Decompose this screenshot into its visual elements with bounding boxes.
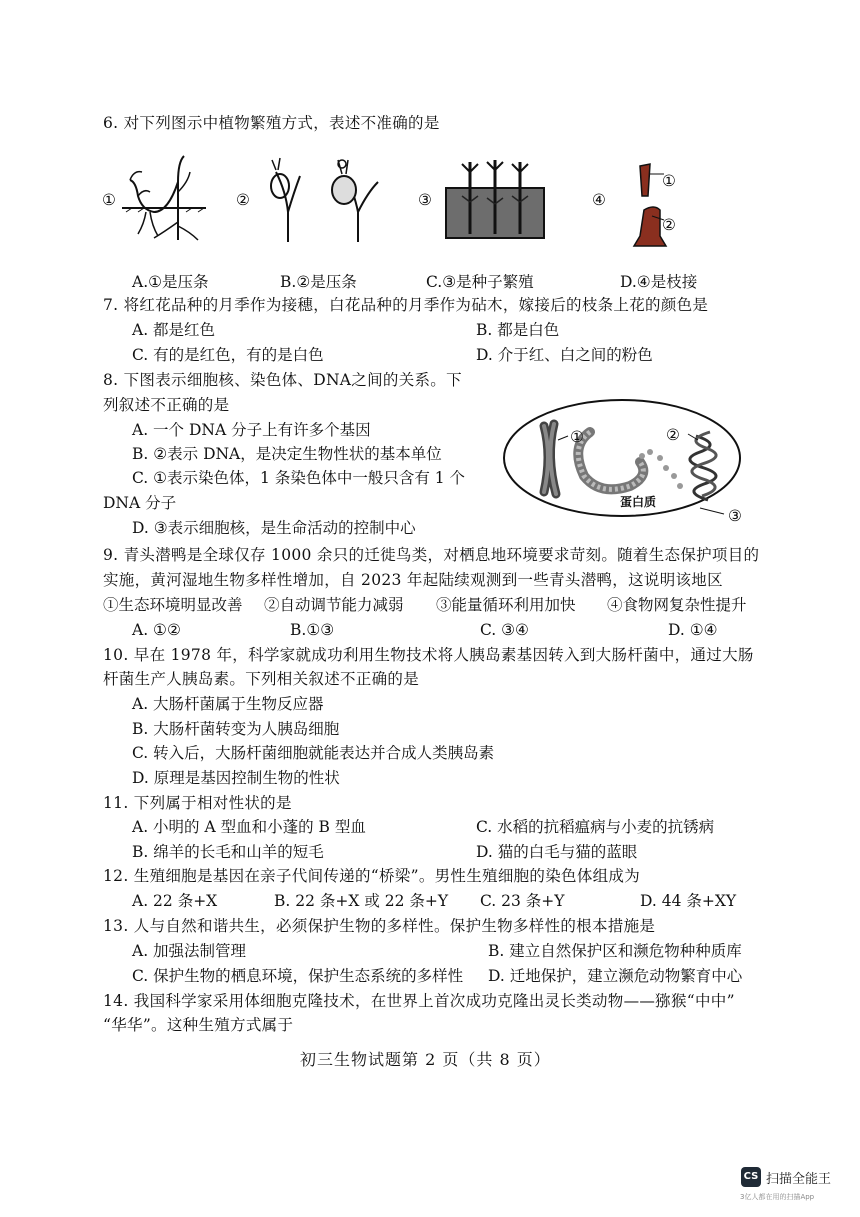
q6-option-d: D.④是枝接 bbox=[620, 273, 698, 291]
q10-option-d: D. 原理是基因控制生物的性状 bbox=[132, 769, 340, 787]
q13-stem: 13. 人与自然和谐共生，必须保护生物的多样性。保护生物多样性的根本措施是 bbox=[103, 917, 656, 935]
q6-figure-label-4: ④ bbox=[592, 191, 607, 209]
q11-option-b: B. 绵羊的长毛和山羊的短毛 bbox=[132, 843, 324, 861]
q9-statement-4: ④食物网复杂性提升 bbox=[607, 596, 747, 614]
q8-figure-label-2: ② bbox=[666, 426, 681, 444]
q6-callout-1: ① bbox=[662, 172, 677, 190]
q8-option-c-line2: DNA 分子 bbox=[103, 494, 177, 512]
q9-statement-3: ③能量循环利用加快 bbox=[436, 596, 576, 614]
q12-option-c: C. 23 条+Y bbox=[480, 892, 565, 910]
q6-figure-label-3: ③ bbox=[418, 191, 433, 209]
q11-option-a: A. 小明的 A 型血和小蓬的 B 型血 bbox=[132, 818, 366, 836]
q6-option-a: A.①是压条 bbox=[132, 273, 209, 291]
q6-stem: 6. 对下列图示中植物繁殖方式，表述不准确的是 bbox=[103, 114, 440, 132]
q13-option-d: D. 迁地保护，建立濒危动物繁育中心 bbox=[488, 967, 743, 985]
q11-option-d: D. 猫的白毛与猫的蓝眼 bbox=[476, 843, 638, 861]
q7-option-a: A. 都是红色 bbox=[132, 321, 216, 339]
q8-figure-label-1: ① bbox=[570, 428, 585, 446]
q6-figure-label-2: ② bbox=[236, 191, 251, 209]
q6-option-b: B.②是压条 bbox=[280, 273, 357, 291]
q13-option-c: C. 保护生物的栖息环境，保护生态系统的多样性 bbox=[132, 967, 464, 985]
scanner-logo-subtitle: 3亿人都在用的扫描App bbox=[740, 1193, 815, 1201]
q10-line1: 10. 早在 1978 年，科学家就成功利用生物技术将人胰岛素基因转入到大肠杆菌中，通过大肠 bbox=[103, 646, 754, 664]
q12-stem: 12. 生殖细胞是基因在亲子代间传递的“桥梁”。男性生殖细胞的染色体组成为 bbox=[103, 867, 641, 885]
q12-option-b: B. 22 条+X 或 22 条+Y bbox=[274, 892, 449, 910]
q6-figure-cuttings bbox=[440, 152, 550, 244]
q10-option-b: B. 大肠杆菌转变为人胰岛细胞 bbox=[132, 720, 340, 738]
q10-option-a: A. 大肠杆菌属于生物反应器 bbox=[132, 695, 324, 713]
q12-option-d: D. 44 条+XY bbox=[640, 892, 737, 910]
q8-option-d: D. ③表示细胞核，是生命活动的控制中心 bbox=[132, 519, 416, 537]
scanner-logo-badge: CS bbox=[741, 1167, 761, 1187]
q9-option-a: A. ①② bbox=[132, 621, 181, 639]
q12-option-a: A. 22 条+X bbox=[132, 892, 218, 910]
page-footer: 初三生物试题第 2 页（共 8 页） bbox=[300, 1050, 551, 1069]
scanner-logo-title: 扫描全能王 bbox=[766, 1172, 832, 1187]
q7-option-b: B. 都是白色 bbox=[476, 321, 560, 339]
q8-stem-line2: 列叙述不正确的是 bbox=[103, 396, 230, 414]
q9-option-c: C. ③④ bbox=[480, 621, 529, 639]
q6-figure-label-1: ① bbox=[102, 191, 117, 209]
q8-option-b: B. ②表示 DNA，是决定生物性状的基本单位 bbox=[132, 445, 442, 463]
q11-stem: 11. 下列属于相对性状的是 bbox=[103, 794, 292, 812]
q9-line2: 实施，黄河湿地生物多样性增加，自 2023 年起陆续观测到一些青头潜鸭，这说明该地区 bbox=[103, 571, 723, 589]
q7-option-d: D. 介于红、白之间的粉色 bbox=[476, 346, 653, 364]
q9-option-b: B.①③ bbox=[290, 621, 335, 639]
q8-option-c-line1: C. ①表示染色体，1 条染色体中一般只含有 1 个 bbox=[132, 469, 466, 487]
q6-figure-air-layering bbox=[258, 152, 394, 244]
q9-statement-1: ①生态环境明显改善 bbox=[103, 596, 243, 614]
q9-option-d: D. ①④ bbox=[668, 621, 718, 639]
q13-option-b: B. 建立自然保护区和濒危物种种质库 bbox=[488, 942, 742, 960]
q6-figure-layering bbox=[118, 152, 210, 244]
q10-line2: 杆菌生产人胰岛素。下列相关叙述不正确的是 bbox=[103, 670, 420, 688]
q7-stem: 7. 将红花品种的月季作为接穗，白花品种的月季作为砧木，嫁接后的枝条上花的颜色是 bbox=[103, 296, 709, 314]
q9-line1: 9. 青头潜鸭是全球仅存 1000 余只的迁徙鸟类，对栖息地环境要求苛刻。随着生态保护项目的 bbox=[103, 546, 760, 564]
q8-figure-protein-label: 蛋白质 bbox=[620, 495, 657, 509]
q6-option-c: C.③是种子繁殖 bbox=[426, 273, 534, 291]
q13-option-a: A. 加强法制管理 bbox=[132, 942, 247, 960]
q14-line1: 14. 我国科学家采用体细胞克隆技术，在世界上首次成功克隆出灵长类动物——猕猴“中中” bbox=[103, 992, 735, 1010]
q9-statement-2: ②自动调节能力减弱 bbox=[264, 596, 404, 614]
q6-callout-2: ② bbox=[662, 216, 677, 234]
q11-option-c: C. 水稻的抗稻瘟病与小麦的抗锈病 bbox=[476, 818, 715, 836]
q8-option-a: A. 一个 DNA 分子上有许多个基因 bbox=[132, 421, 371, 439]
q8-figure-label-3: ③ bbox=[728, 507, 743, 525]
q8-stem-line1: 8. 下图表示细胞核、染色体、DNA之间的关系。下 bbox=[103, 371, 462, 389]
q14-line2: “华华”。这种生殖方式属于 bbox=[103, 1016, 294, 1034]
q7-option-c: C. 有的是红色，有的是白色 bbox=[132, 346, 324, 364]
q10-option-c: C. 转入后，大肠杆菌细胞就能表达并合成人类胰岛素 bbox=[132, 744, 495, 762]
